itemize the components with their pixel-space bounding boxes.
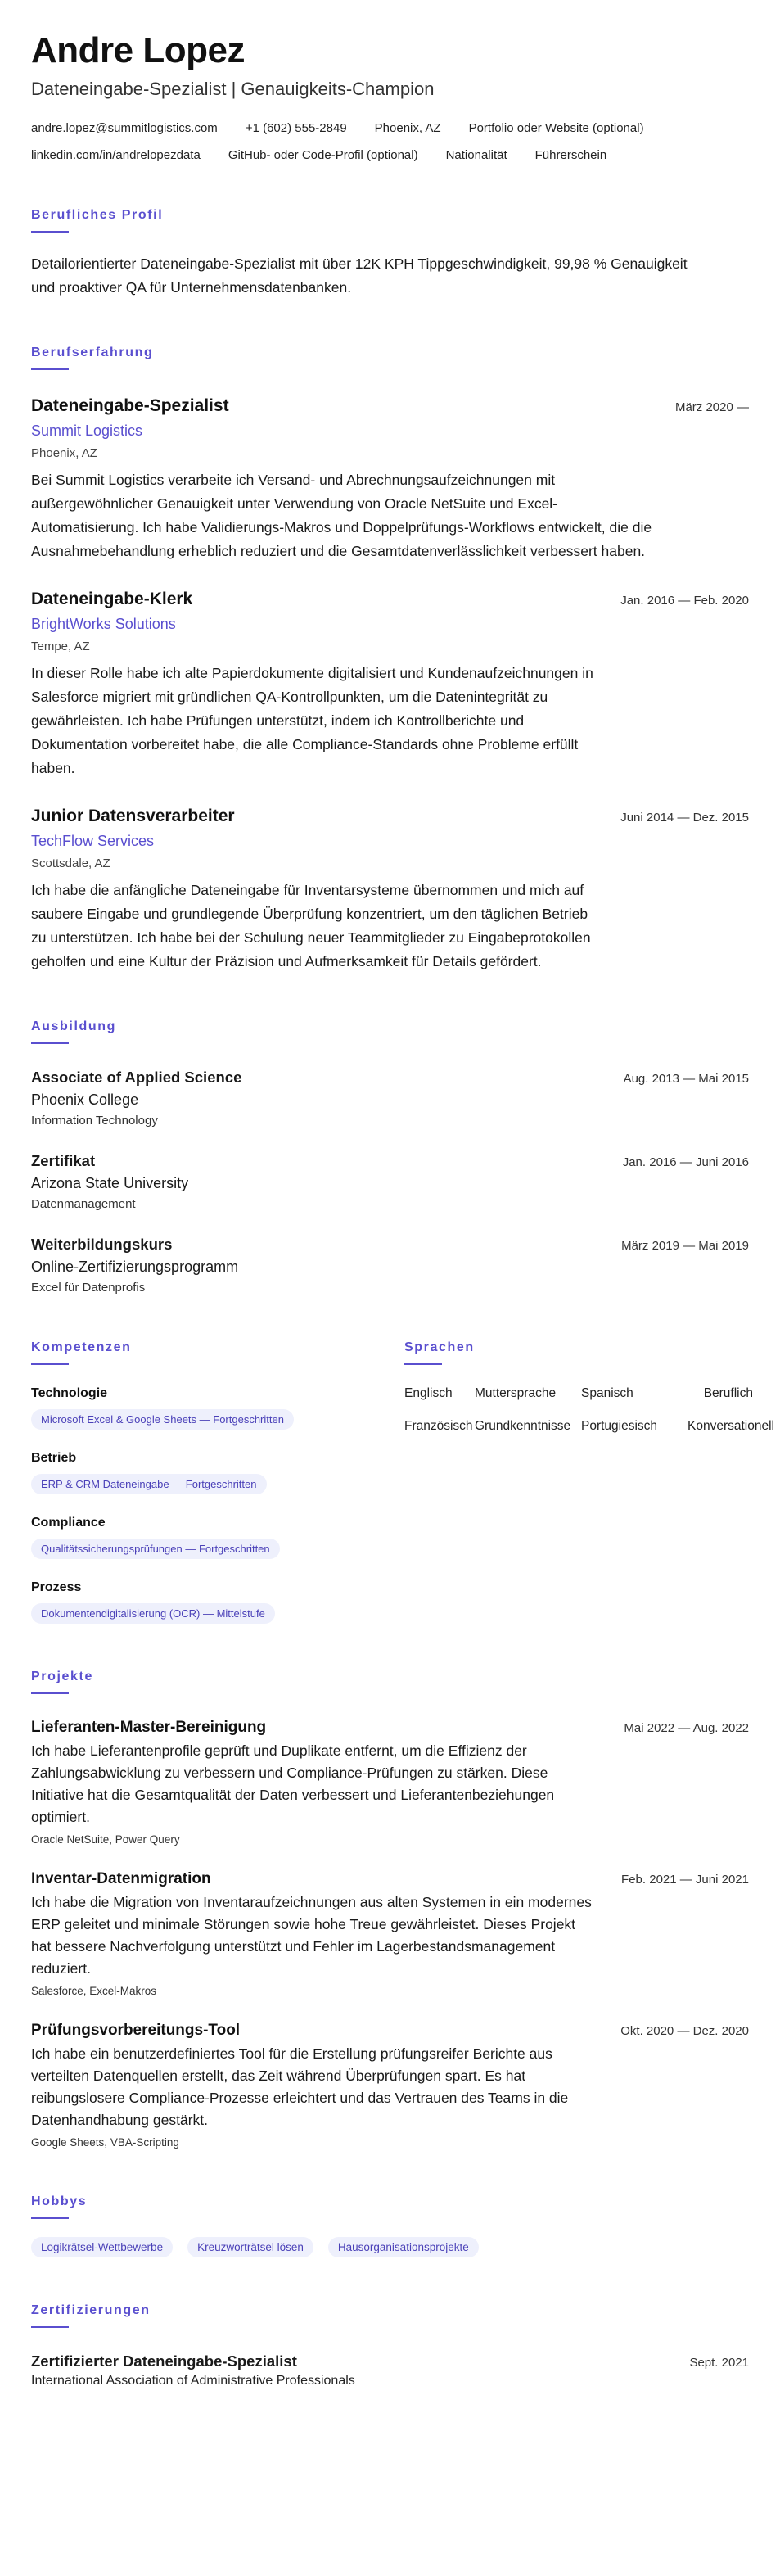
skill-group xyxy=(31,1386,404,1430)
education-school: Online-Zertifizierungsprogramm xyxy=(31,1259,239,1276)
skill-group xyxy=(31,1451,404,1494)
language-name: Portugiesisch xyxy=(581,1419,658,1434)
education-degree: Zertifikat xyxy=(31,1152,96,1170)
education-dates: Aug. 2013 — Mai 2015 xyxy=(623,1072,749,1087)
language-name: Spanisch xyxy=(581,1386,633,1401)
job-title: Dateneingabe-Spezialist xyxy=(31,396,229,416)
education-field: Datenmanagement xyxy=(31,1197,136,1212)
section-divider xyxy=(31,2217,69,2219)
language-name: Englisch xyxy=(404,1386,453,1401)
section-divider xyxy=(31,1042,69,1044)
contact-nationality: Nationalität xyxy=(445,148,507,163)
projects-section xyxy=(31,1670,749,2149)
project-description: Ich habe ein benutzerdefiniertes Tool für die Erstellung prüfungsreifer Berichte aus verteilten Datenquellen erstellt, das Zeit während Überprüfungen spart. Es hat reibungslosere Compliance-Prozesse erleichtert und das Vertrauen des Teams in die Datenhandhabung gestärkt. xyxy=(31,2045,569,2129)
certification-date: Sept. 2021 xyxy=(689,2356,749,2370)
education-school: Phoenix College xyxy=(31,1091,139,1109)
profile-summary: Detailorientierter Dateneingabe-Spezialist mit über 12K KPH Tippgeschwindigkeit, 99,98 % Genauigkeit und proaktiver QA für Unternehmensdatenbanken. xyxy=(31,255,688,296)
project-title: Prüfungsvorbereitungs-Tool xyxy=(31,2022,241,2040)
experience-section xyxy=(31,346,749,974)
language-level: Konversationell xyxy=(688,1419,774,1434)
section-title: Projekte xyxy=(31,1670,93,1684)
job-dates: Jan. 2016 — Feb. 2020 xyxy=(620,594,749,608)
job-company: BrightWorks Solutions xyxy=(31,616,176,633)
job-description: Bei Summit Logistics verarbeite ich Versand- und Abrechnungsaufzeichnungen mit außergewöhnlicher Genauigkeit unter Verwendung von Oracle NetSuite und Excel-Automatisierung. Ich habe Validierungs-Makros und Doppelprüfungs-Workflows entwickelt, die die Ausnahmebehandlung erheblich reduziert und die Gesamtdatenverlässlichkeit verbessert haben. xyxy=(31,472,652,560)
hobby-list xyxy=(31,2237,749,2257)
project-entry xyxy=(31,1719,749,1846)
education-section xyxy=(31,1019,749,1295)
hobby-tag: Hausorganisationsprojekte xyxy=(328,2237,479,2257)
project-dates: Feb. 2021 — Juni 2021 xyxy=(621,1873,749,1887)
education-dates: März 2019 — Mai 2019 xyxy=(621,1239,749,1254)
candidate-name: Andre Lopez xyxy=(31,30,245,70)
project-tools: Oracle NetSuite, Power Query xyxy=(31,1833,180,1846)
contact-list xyxy=(31,121,749,162)
education-degree: Weiterbildungskurs xyxy=(31,1236,173,1254)
skill-category: Prozess xyxy=(31,1580,82,1595)
project-title: Lieferanten-Master-Bereinigung xyxy=(31,1719,267,1737)
project-dates: Okt. 2020 — Dez. 2020 xyxy=(620,2024,749,2039)
project-tools: Google Sheets, VBA-Scripting xyxy=(31,2136,179,2149)
language-name: Französisch xyxy=(404,1419,473,1434)
education-field: Information Technology xyxy=(31,1114,158,1128)
job-location: Phoenix, AZ xyxy=(31,446,97,461)
hobbies-section xyxy=(31,2194,749,2257)
section-divider xyxy=(31,231,69,233)
job-title: Dateneingabe-Klerk xyxy=(31,590,193,609)
contact-portfolio[interactable]: Portfolio oder Website (optional) xyxy=(468,121,644,136)
education-entry xyxy=(31,1236,749,1295)
section-divider xyxy=(31,1692,69,1694)
job-description: Ich habe die anfängliche Dateneingabe für Inventarsysteme übernommen und mich auf saubere Eingabe und grundlegende Überprüfung konzentriert, um den täglichen Betrieb zu unterstützen. Ich habe bei der Schulung neuer Teammitglieder zu Eingabeprotokollen geholfen und eine Kultur der Präzision und Aufmerksamkeit für Details gefördert. xyxy=(31,882,591,970)
profile-section xyxy=(31,208,749,300)
project-description: Ich habe die Migration von Inventaraufzeichnungen aus alten Systemen in ein modernes ERP geleitet und minimale Störungen sowie hohe Treue gewährleistet. Dieses Projekt hat bessere Nachverfolgung unterstützt und Fehler im Lagerbestandsmanagement reduziert. xyxy=(31,1894,592,1977)
job-entry xyxy=(31,807,749,974)
skill-group xyxy=(31,1580,404,1624)
section-title: Hobbys xyxy=(31,2194,88,2209)
section-title: Kompetenzen xyxy=(31,1340,132,1355)
candidate-headline: Dateneingabe-Spezialist | Genauigkeits-Champion xyxy=(31,79,435,100)
section-divider xyxy=(404,1363,442,1365)
resume-header xyxy=(31,31,749,162)
job-company: TechFlow Services xyxy=(31,833,155,850)
job-company: Summit Logistics xyxy=(31,423,143,440)
project-dates: Mai 2022 — Aug. 2022 xyxy=(624,1721,749,1736)
job-title: Junior Datensverarbeiter xyxy=(31,807,235,826)
skills-languages-row xyxy=(31,1340,774,1624)
project-entry xyxy=(31,1870,749,1997)
language-level: Muttersprache xyxy=(475,1386,557,1401)
education-degree: Associate of Applied Science xyxy=(31,1069,242,1087)
contact-phone[interactable]: +1 (602) 555-2849 xyxy=(245,121,347,136)
skill-tag: Dokumentendigitalisierung (OCR) — Mittelstufe xyxy=(31,1603,275,1624)
contact-linkedin[interactable]: linkedin.com/in/andrelopezdata xyxy=(31,148,201,163)
skill-tag: Microsoft Excel & Google Sheets — Fortgeschritten xyxy=(31,1409,294,1430)
education-entry xyxy=(31,1152,749,1211)
hobby-tag: Logikrätsel-Wettbewerbe xyxy=(31,2237,173,2257)
job-entry xyxy=(31,590,749,780)
languages-section xyxy=(404,1340,774,1624)
job-entry xyxy=(31,396,749,563)
section-title: Ausbildung xyxy=(31,1019,116,1034)
education-entry xyxy=(31,1069,749,1128)
job-dates: März 2020 — xyxy=(674,400,749,415)
skill-category: Compliance xyxy=(31,1516,106,1530)
job-description: In dieser Rolle habe ich alte Papierdokumente digitalisiert und Kundenaufzeichnungen in Salesforce migriert mit gründlichen QA-Kontrollpunkten, um die Datenintegrität zu gewährleisten. Ich habe Prüfungen unterstützt, indem ich Kontrollberichte und Dokumentation vorbereitet habe, die alle Compliance-Standards ohne Probleme erfüllt haben. xyxy=(31,665,593,777)
education-field: Excel für Datenprofis xyxy=(31,1281,146,1295)
skill-category: Betrieb xyxy=(31,1451,77,1466)
education-school: Arizona State University xyxy=(31,1175,189,1192)
project-description: Ich habe Lieferantenprofile geprüft und Duplikate entfernt, um die Effizienz der Zahlungsabwicklung zu verbessern und Compliance-Prüfungen zu stärken. Diese Initiative hat die Gesamtqualität der Daten verbessert und Lieferantenbeziehungen optimiert. xyxy=(31,1742,555,1826)
section-title: Berufserfahrung xyxy=(31,346,154,360)
hobby-tag: Kreuzworträtsel lösen xyxy=(187,2237,313,2257)
job-location: Tempe, AZ xyxy=(31,639,90,654)
section-title: Berufliches Profil xyxy=(31,208,164,223)
section-divider xyxy=(31,2326,69,2328)
job-dates: Juni 2014 — Dez. 2015 xyxy=(620,811,749,825)
skill-group xyxy=(31,1516,404,1559)
skill-tag: Qualitätssicherungsprüfungen — Fortgeschritten xyxy=(31,1539,280,1559)
language-level: Beruflich xyxy=(703,1386,753,1401)
skill-tag: ERP & CRM Dateneingabe — Fortgeschritten xyxy=(31,1474,267,1494)
project-tools: Salesforce, Excel-Makros xyxy=(31,1985,157,1998)
education-dates: Jan. 2016 — Juni 2016 xyxy=(622,1155,749,1170)
project-entry xyxy=(31,2022,749,2149)
language-list xyxy=(404,1386,774,1434)
language-level: Grundkenntnisse xyxy=(475,1419,571,1434)
certifications-section xyxy=(31,2303,749,2388)
certification-org: International Association of Administrative Professionals xyxy=(31,2374,355,2388)
contact-location: Phoenix, AZ xyxy=(374,121,441,136)
skills-section xyxy=(31,1340,404,1624)
certification-name: Zertifizierter Dateneingabe-Spezialist xyxy=(31,2352,297,2370)
section-title: Sprachen xyxy=(404,1340,475,1355)
contact-github[interactable]: GitHub- oder Code-Profil (optional) xyxy=(228,148,418,163)
job-location: Scottsdale, AZ xyxy=(31,856,110,871)
project-title: Inventar-Datenmigration xyxy=(31,1870,211,1888)
contact-email[interactable]: andre.lopez@summitlogistics.com xyxy=(31,121,218,136)
section-divider xyxy=(31,368,69,370)
section-title: Zertifizierungen xyxy=(31,2303,151,2318)
contact-drivers-license: Führerschein xyxy=(534,148,607,163)
certification-entry xyxy=(31,2352,749,2388)
skill-category: Technologie xyxy=(31,1386,108,1401)
section-divider xyxy=(31,1363,69,1365)
